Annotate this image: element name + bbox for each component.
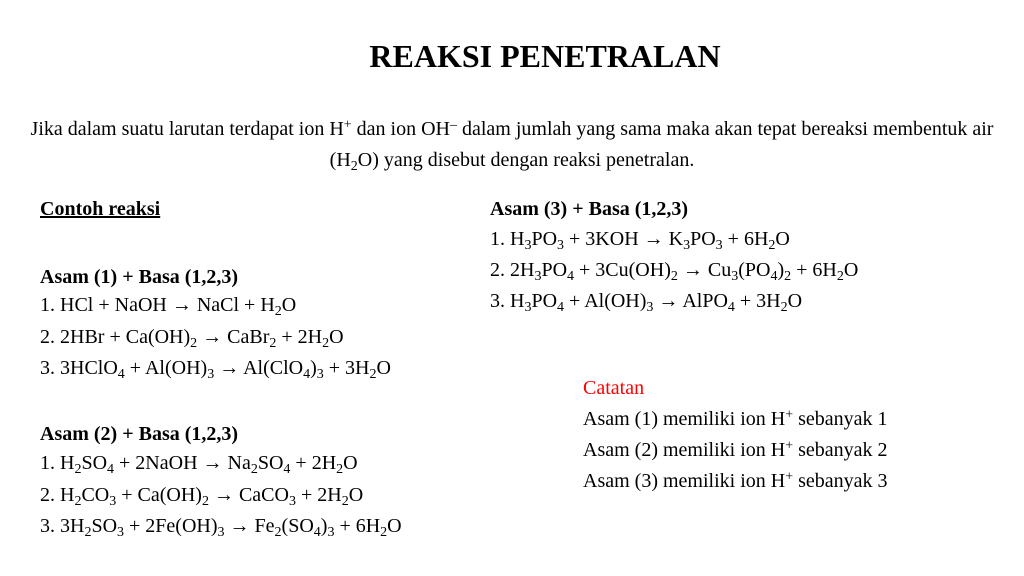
group2-reaction-2: 2. $H_2CO_3 + Ca(OH)_2$ → CaCO$_3$ + $2H_2O$ — [40, 484, 364, 510]
group3-reaction-1: 1. $H_3PO_3 + 3KOH \to K_3PO_3 + 6H_2O$ — [490, 228, 790, 254]
group2-reaction-1: 1. $H_2SO_4$ + 2NaOH → $Na_2SO_4 + 2H_2O$ — [40, 452, 358, 478]
group3-reaction-3: 3. $H_3PO_4 + Al(OH)_3$ → AlPO$_4$ + $3H_2O$ — [490, 290, 803, 316]
catatan-line-1: Asam (1) memiliki ion H+ sebanyak 1 — [583, 407, 888, 430]
catatan-label: Catatan — [583, 377, 645, 399]
group2-reaction-3: 3. $3H_2SO_3 + 2Fe(OH)_3 \to Fe_2(SO_4)_3 + 6H_2O$ — [40, 515, 402, 541]
contoh-reaksi-heading: Contoh reaksi — [40, 198, 161, 220]
group3-reaction-2: 2. $2H_3PO_4 + 3Cu(OH)_2 \to Cu_3(PO_4)_2 + 6H_2O$ — [490, 259, 859, 285]
group1-reaction-2: 2. $2HBr + Ca(OH)_2$ → CaBr$_2$ + $2H_2O$ — [40, 326, 344, 352]
group2-heading: Asam (2) + Basa (1,2,3) — [40, 423, 239, 445]
group3-heading: Asam (3) + Basa (1,2,3) — [490, 198, 689, 220]
catatan-line-2: Asam (2) memiliki ion H+ sebanyak 2 — [583, 438, 888, 461]
catatan-line-3: Asam (3) memiliki ion H+ sebanyak 3 — [583, 469, 888, 492]
group1-reaction-1: 1. HCl + NaOH → NaCl + $H_2O$ — [40, 294, 297, 320]
intro-paragraph: Jika dalam suatu larutan terdapat ion H+ dan ion OH– dalam jumlah yang sama maka akan tepat bereaksi membentuk air $(H_2O)$ yang disebut dengan reaksi penetralan. — [30, 117, 994, 175]
page-title: REAKSI PENETRALAN — [369, 38, 721, 74]
group1-heading: Asam (1) + Basa (1,2,3) — [40, 266, 239, 288]
group1-reaction-3: 3. 3HClO$_4$ + $Al(OH)_3 \to Al(ClO_4)_3 + 3H_2O$ — [40, 357, 391, 383]
